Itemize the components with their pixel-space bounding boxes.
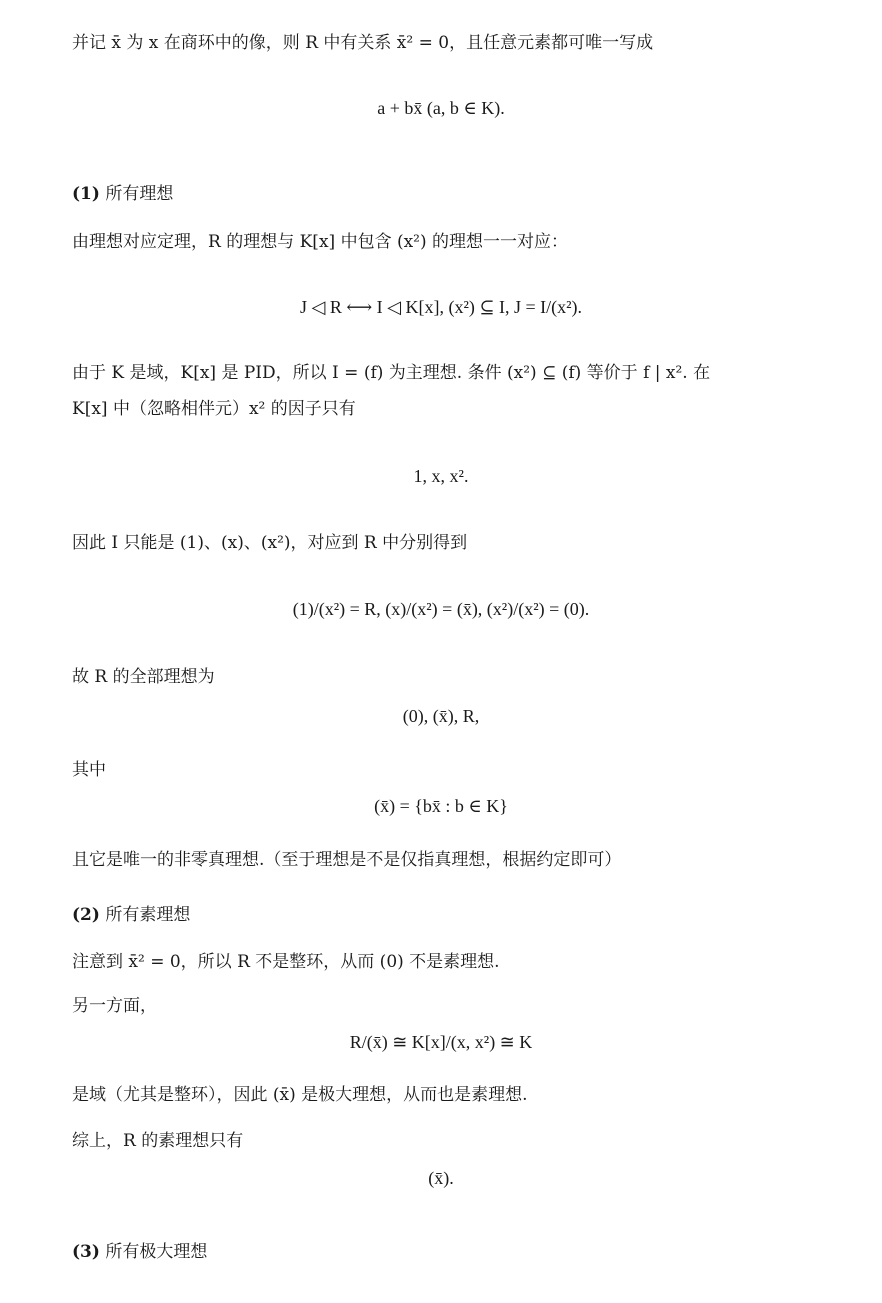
section-1-formula-4: (0), (x̄), R, [402, 706, 480, 726]
section-1-number: (1) [72, 184, 100, 204]
section-1-paragraph-2b: K[x] 中（忽略相伴元）x² 的因子只有 [72, 399, 356, 419]
section-1-formula-2: 1, x, x². [413, 466, 469, 486]
section-2-paragraph-2: 另一方面， [72, 996, 157, 1016]
section-3-heading [72, 1241, 207, 1263]
section-2-title: 所有素理想 [105, 905, 191, 925]
intro-formula: a + bx̄ (a, b ∈ K). [377, 98, 505, 118]
section-1-title: 所有理想 [105, 184, 174, 204]
section-1-formula-3: (1)/(x²) = R, (x)/(x²) = (x̄), (x²)/(x²) = (0). [292, 599, 590, 619]
section-3-number: (3) [72, 1242, 100, 1262]
section-1-formula-1: J ◁ R ⟷ I ◁ K[x], (x²) ⊆ I, J = I/(x²). [300, 297, 582, 317]
section-1-paragraph-1: 由理想对应定理，R 的理想与 K[x] 中包含 (x²) 的理想一一对应： [72, 232, 569, 252]
section-2-number: (2) [72, 905, 100, 925]
section-2-paragraph-4: 综上，R 的素理想只有 [72, 1131, 244, 1151]
section-2-formula-1: R/(x̄) ≅ K[x]/(x, x²) ≅ K [349, 1032, 533, 1052]
section-1-paragraph-6: 且它是唯一的非零真理想.（至于理想是不是仅指真理想，根据约定即可） [72, 850, 622, 870]
section-1-paragraph-3: 因此 I 只能是 (1)、(x)、(x²)，对应到 R 中分别得到 [72, 533, 468, 553]
section-1-heading [72, 183, 173, 205]
section-1-paragraph-5: 其中 [72, 760, 106, 780]
section-3-title: 所有极大理想 [105, 1242, 208, 1262]
section-1-paragraph-4: 故 R 的全部理想为 [72, 667, 215, 687]
intro-line: 并记 x̄ 为 x 在商环中的像，则 R 中有关系 x̄² = 0，且任意元素都可唯一写成 [72, 33, 654, 53]
section-1-formula-5: (x̄) = {bx̄ : b ∈ K} [374, 796, 508, 816]
section-2-paragraph-3: 是域（尤其是整环），因此 (x̄) 是极大理想，从而也是素理想. [72, 1085, 528, 1105]
section-2-paragraph-1: 注意到 x̄² = 0，所以 R 不是整环，从而 (0) 不是素理想. [72, 952, 500, 972]
section-2-formula-2: (x̄). [428, 1168, 454, 1188]
section-2-heading [72, 904, 190, 926]
section-1-paragraph-2a: 由于 K 是域，K[x] 是 PID，所以 I = (f) 为主理想. 条件 (x²) ⊆ (f) 等价于 f | x². 在 [72, 363, 711, 383]
